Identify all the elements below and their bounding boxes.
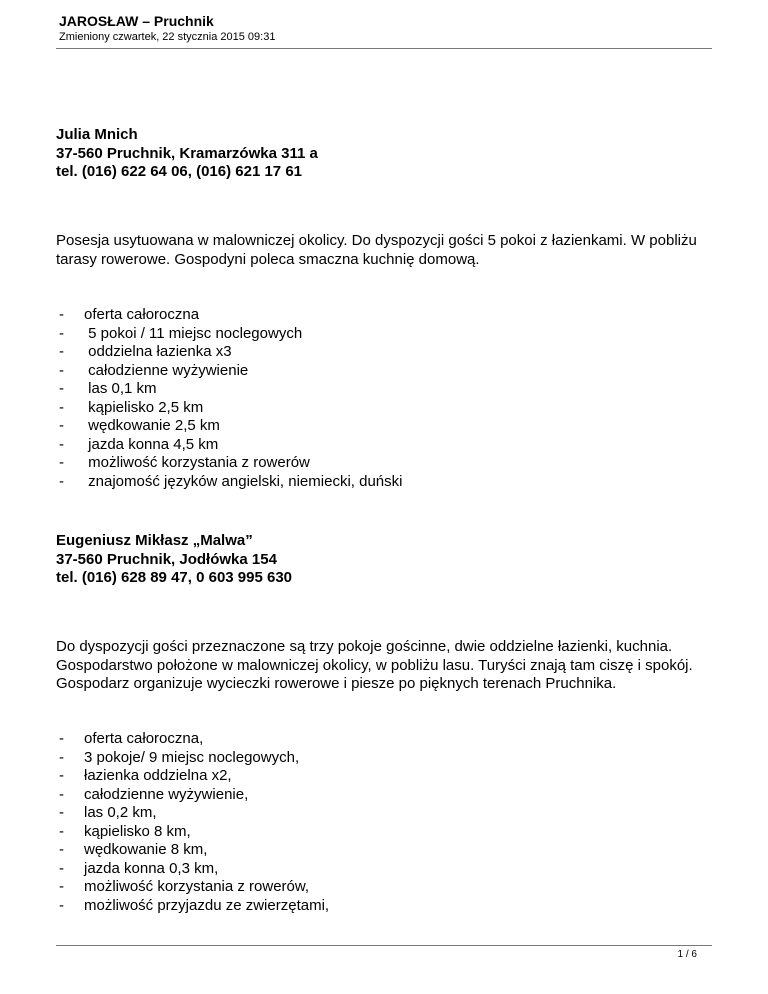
- description-2: Do dyspozycji gości przeznaczone są trzy pokoje gościnne, dwie oddzielne łazienki, kuchnia. Gospodarstwo położone w malowniczej okolicy, w pobliżu lasu. Turyści znają tam ciszę i spokój. Gospodarz organizuje wycieczki rowerowe i piesze po pięknych terenach Pruchnika.: [56, 638, 693, 692]
- list-item: - wędkowanie 2,5 km: [56, 417, 716, 436]
- contact-phone: tel. (016) 628 89 47, 0 603 995 630: [56, 569, 293, 586]
- list-bullet: -: [59, 841, 64, 858]
- list-bullet: -: [59, 804, 64, 821]
- list-item: - las 0,2 km,: [56, 804, 716, 823]
- list-bullet: -: [59, 380, 64, 397]
- list-bullet: -: [59, 859, 64, 877]
- page-number: 1 / 6: [677, 949, 697, 960]
- footer-divider: [56, 945, 712, 946]
- list-bullet: -: [59, 472, 64, 490]
- list-bullet: -: [59, 417, 64, 434]
- list-item: - znajomość języków angielski, niemiecki, duński: [56, 473, 716, 492]
- list-bullet: -: [59, 361, 64, 379]
- list-bullet: -: [59, 822, 64, 840]
- list-item: - całodzienne wyżywienie: [56, 362, 716, 381]
- list-item: - oferta całoroczna,: [56, 730, 716, 749]
- list-bullet: -: [59, 896, 64, 914]
- feature-list-2: [56, 730, 716, 915]
- list-bullet: -: [59, 306, 64, 323]
- contact-address: 37-560 Pruchnik, Jodłówka 154: [56, 550, 277, 568]
- list-item: - jazda konna 4,5 km: [56, 436, 716, 455]
- contact-name: Julia Mnich: [56, 126, 138, 143]
- header-divider: [56, 48, 712, 49]
- feature-list-1: [56, 306, 716, 491]
- list-bullet: -: [59, 398, 64, 416]
- contact-card-1: [56, 126, 716, 182]
- list-item: - kąpielisko 2,5 km: [56, 399, 716, 418]
- description-1: Posesja usytuowana w malowniczej okolicy. Do dyspozycji gości 5 pokoi z łazienkami. W pobliżu tarasy rowerowe. Gospodyni poleca smaczna kuchnię domową.: [56, 232, 697, 268]
- list-item: - 5 pokoi / 11 miejsc noclegowych: [56, 325, 716, 344]
- modified-date: Zmieniony czwartek, 22 stycznia 2015 09:31: [59, 31, 276, 43]
- contact-address: 37-560 Pruchnik, Kramarzówka 311 a: [56, 144, 318, 162]
- contact-name: Eugeniusz Mikłasz „Malwa”: [56, 532, 253, 549]
- list-item: - jazda konna 0,3 km,: [56, 860, 716, 879]
- list-item: - możliwość przyjazdu ze zwierzętami,: [56, 897, 716, 916]
- list-item: - możliwość korzystania z rowerów: [56, 454, 716, 473]
- list-bullet: -: [59, 748, 64, 766]
- list-bullet: -: [59, 324, 64, 342]
- list-item: - oddzielna łazienka x3: [56, 343, 716, 362]
- list-item: - kąpielisko 8 km,: [56, 823, 716, 842]
- contact-card-2: [56, 532, 716, 588]
- list-item: - możliwość korzystania z rowerów,: [56, 878, 716, 897]
- contact-phone: tel. (016) 622 64 06, (016) 621 17 61: [56, 163, 303, 180]
- list-bullet: -: [59, 878, 64, 895]
- list-bullet: -: [59, 343, 64, 360]
- page-header: [59, 13, 712, 44]
- list-item: - całodzienne wyżywienie,: [56, 786, 716, 805]
- list-item: - las 0,1 km: [56, 380, 716, 399]
- list-bullet: -: [59, 435, 64, 453]
- list-bullet: -: [59, 730, 64, 747]
- document-title: JAROSŁAW – Pruchnik: [59, 13, 214, 29]
- list-item: - 3 pokoje/ 9 miejsc noclegowych,: [56, 749, 716, 768]
- list-item: - oferta całoroczna: [56, 306, 716, 325]
- list-bullet: -: [59, 767, 64, 784]
- list-item: - łazienka oddzielna x2,: [56, 767, 716, 786]
- list-bullet: -: [59, 785, 64, 803]
- list-bullet: -: [59, 454, 64, 471]
- list-item: - wędkowanie 8 km,: [56, 841, 716, 860]
